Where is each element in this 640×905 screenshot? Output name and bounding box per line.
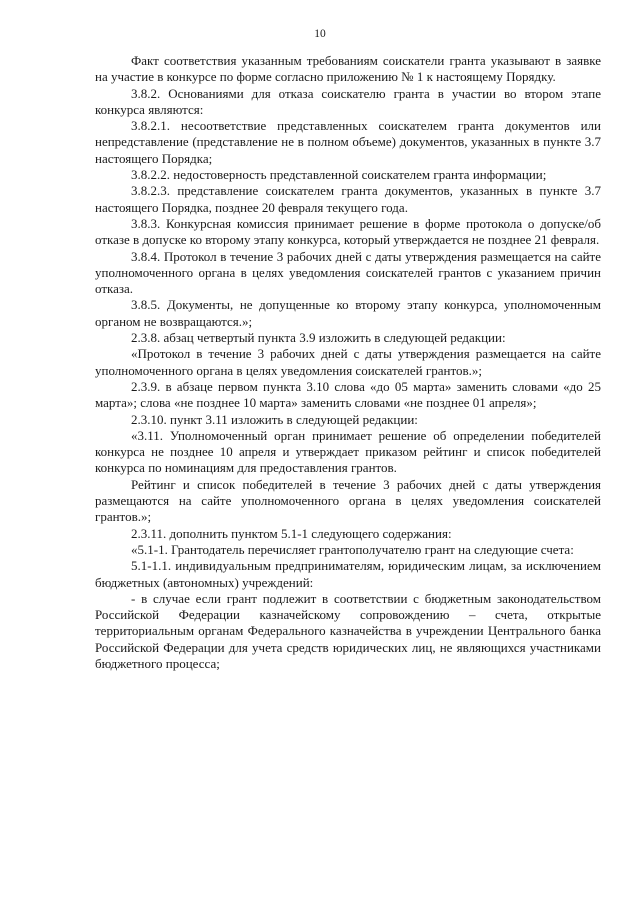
page-number: 10 bbox=[314, 28, 326, 40]
paragraph-protocol-quote: «Протокол в течение 3 рабочих дней с даты утверждения размещается на сайте уполномоченного органа в целях уведомления соискателей грантов.»; bbox=[95, 346, 601, 378]
paragraph-2-3-10: 2.3.10. пункт 3.11 изложить в следующей редакции: bbox=[131, 411, 418, 427]
paragraph-3-8-3: 3.8.3. Конкурсная комиссия принимает решение в форме протокола о допуске/об отказе в допуске ко второму этапу конкурса, который утверждается не позднее 21 февраля. bbox=[95, 215, 601, 248]
paragraph-5-1-1-1: 5.1-1.1. индивидуальным предпринимателям, юридическим лицам, за исключением бюджетных (автономных) учреждений: bbox=[95, 558, 601, 590]
paragraph-2-3-9: 2.3.9. в абзаце первом пункта 3.10 слова «до 05 марта» заменить словами «до 25 марта»; слова «не позднее 10 марта» заменить словами «не позднее 01 апреля»; bbox=[95, 378, 601, 411]
paragraph-3-8-2-3: 3.8.2.3. представление соискателем гранта документов, указанных в пункте 3.7 настоящего Порядка, позднее 20 февраля текущего года. bbox=[95, 183, 601, 215]
document-body bbox=[95, 53, 601, 672]
paragraph-requirements-note: Факт соответствия указанным требованиям соискатели гранта указывают в заявке на участие в конкурсе по форме согласно приложению № 1 к настоящему Порядку. bbox=[95, 53, 601, 85]
paragraph-3-11-quote: «3.11. Уполномоченный орган принимает решение об определении победителей конкурса не позднее 10 апреля и утверждает приказом рейтинг и список победителей конкурса по номинациям для предоставления грантов. bbox=[95, 427, 601, 476]
paragraph-5-1-1-quote: «5.1-1. Грантодатель перечисляет грантополучателю грант на следующие счета: bbox=[131, 541, 574, 557]
paragraph-2-3-11: 2.3.11. дополнить пунктом 5.1-1 следующего содержания: bbox=[131, 525, 452, 541]
paragraph-3-8-2-1: 3.8.2.1. несоответствие представленных соискателем гранта документов или непредставление (представление не в полном объеме) документов, указанных в пункте 3.7 настоящего Порядка; bbox=[95, 118, 601, 166]
paragraph-3-8-5: 3.8.5. Документы, не допущенные ко второму этапу конкурса, уполномоченным органом не возвращаются.»; bbox=[95, 297, 601, 329]
paragraph-rating-list: Рейтинг и список победителей в течение 3 рабочих дней с даты утверждения размещаются на сайте уполномоченного органа в целях уведомления соискателей грантов.»; bbox=[95, 476, 601, 525]
paragraph-3-8-2: 3.8.2. Основаниями для отказа соискателю гранта в участии во втором этапе конкурса являются: bbox=[95, 85, 601, 117]
paragraph-treasury-accounts: - в случае если грант подлежит в соответствии с бюджетным законодательством Российской Федерации казначейскому сопровождению – счета, открытые территориальным органам Федерального казначейства в учреждении Центрального банка Российской Федерации для учета средств юридических лиц, не являющихся участниками бюджетного процесса; bbox=[95, 590, 601, 671]
paragraph-3-8-4: 3.8.4. Протокол в течение 3 рабочих дней с даты утверждения размещается на сайте уполномоченного органа в целях уведомления соискателей грантов с указанием причин отказа. bbox=[95, 248, 601, 297]
paragraph-3-8-2-2: 3.8.2.2. недостоверность представленной соискателем гранта информации; bbox=[131, 167, 547, 183]
paragraph-2-3-8: 2.3.8. абзац четвертый пункта 3.9 изложить в следующей редакции: bbox=[131, 330, 506, 346]
